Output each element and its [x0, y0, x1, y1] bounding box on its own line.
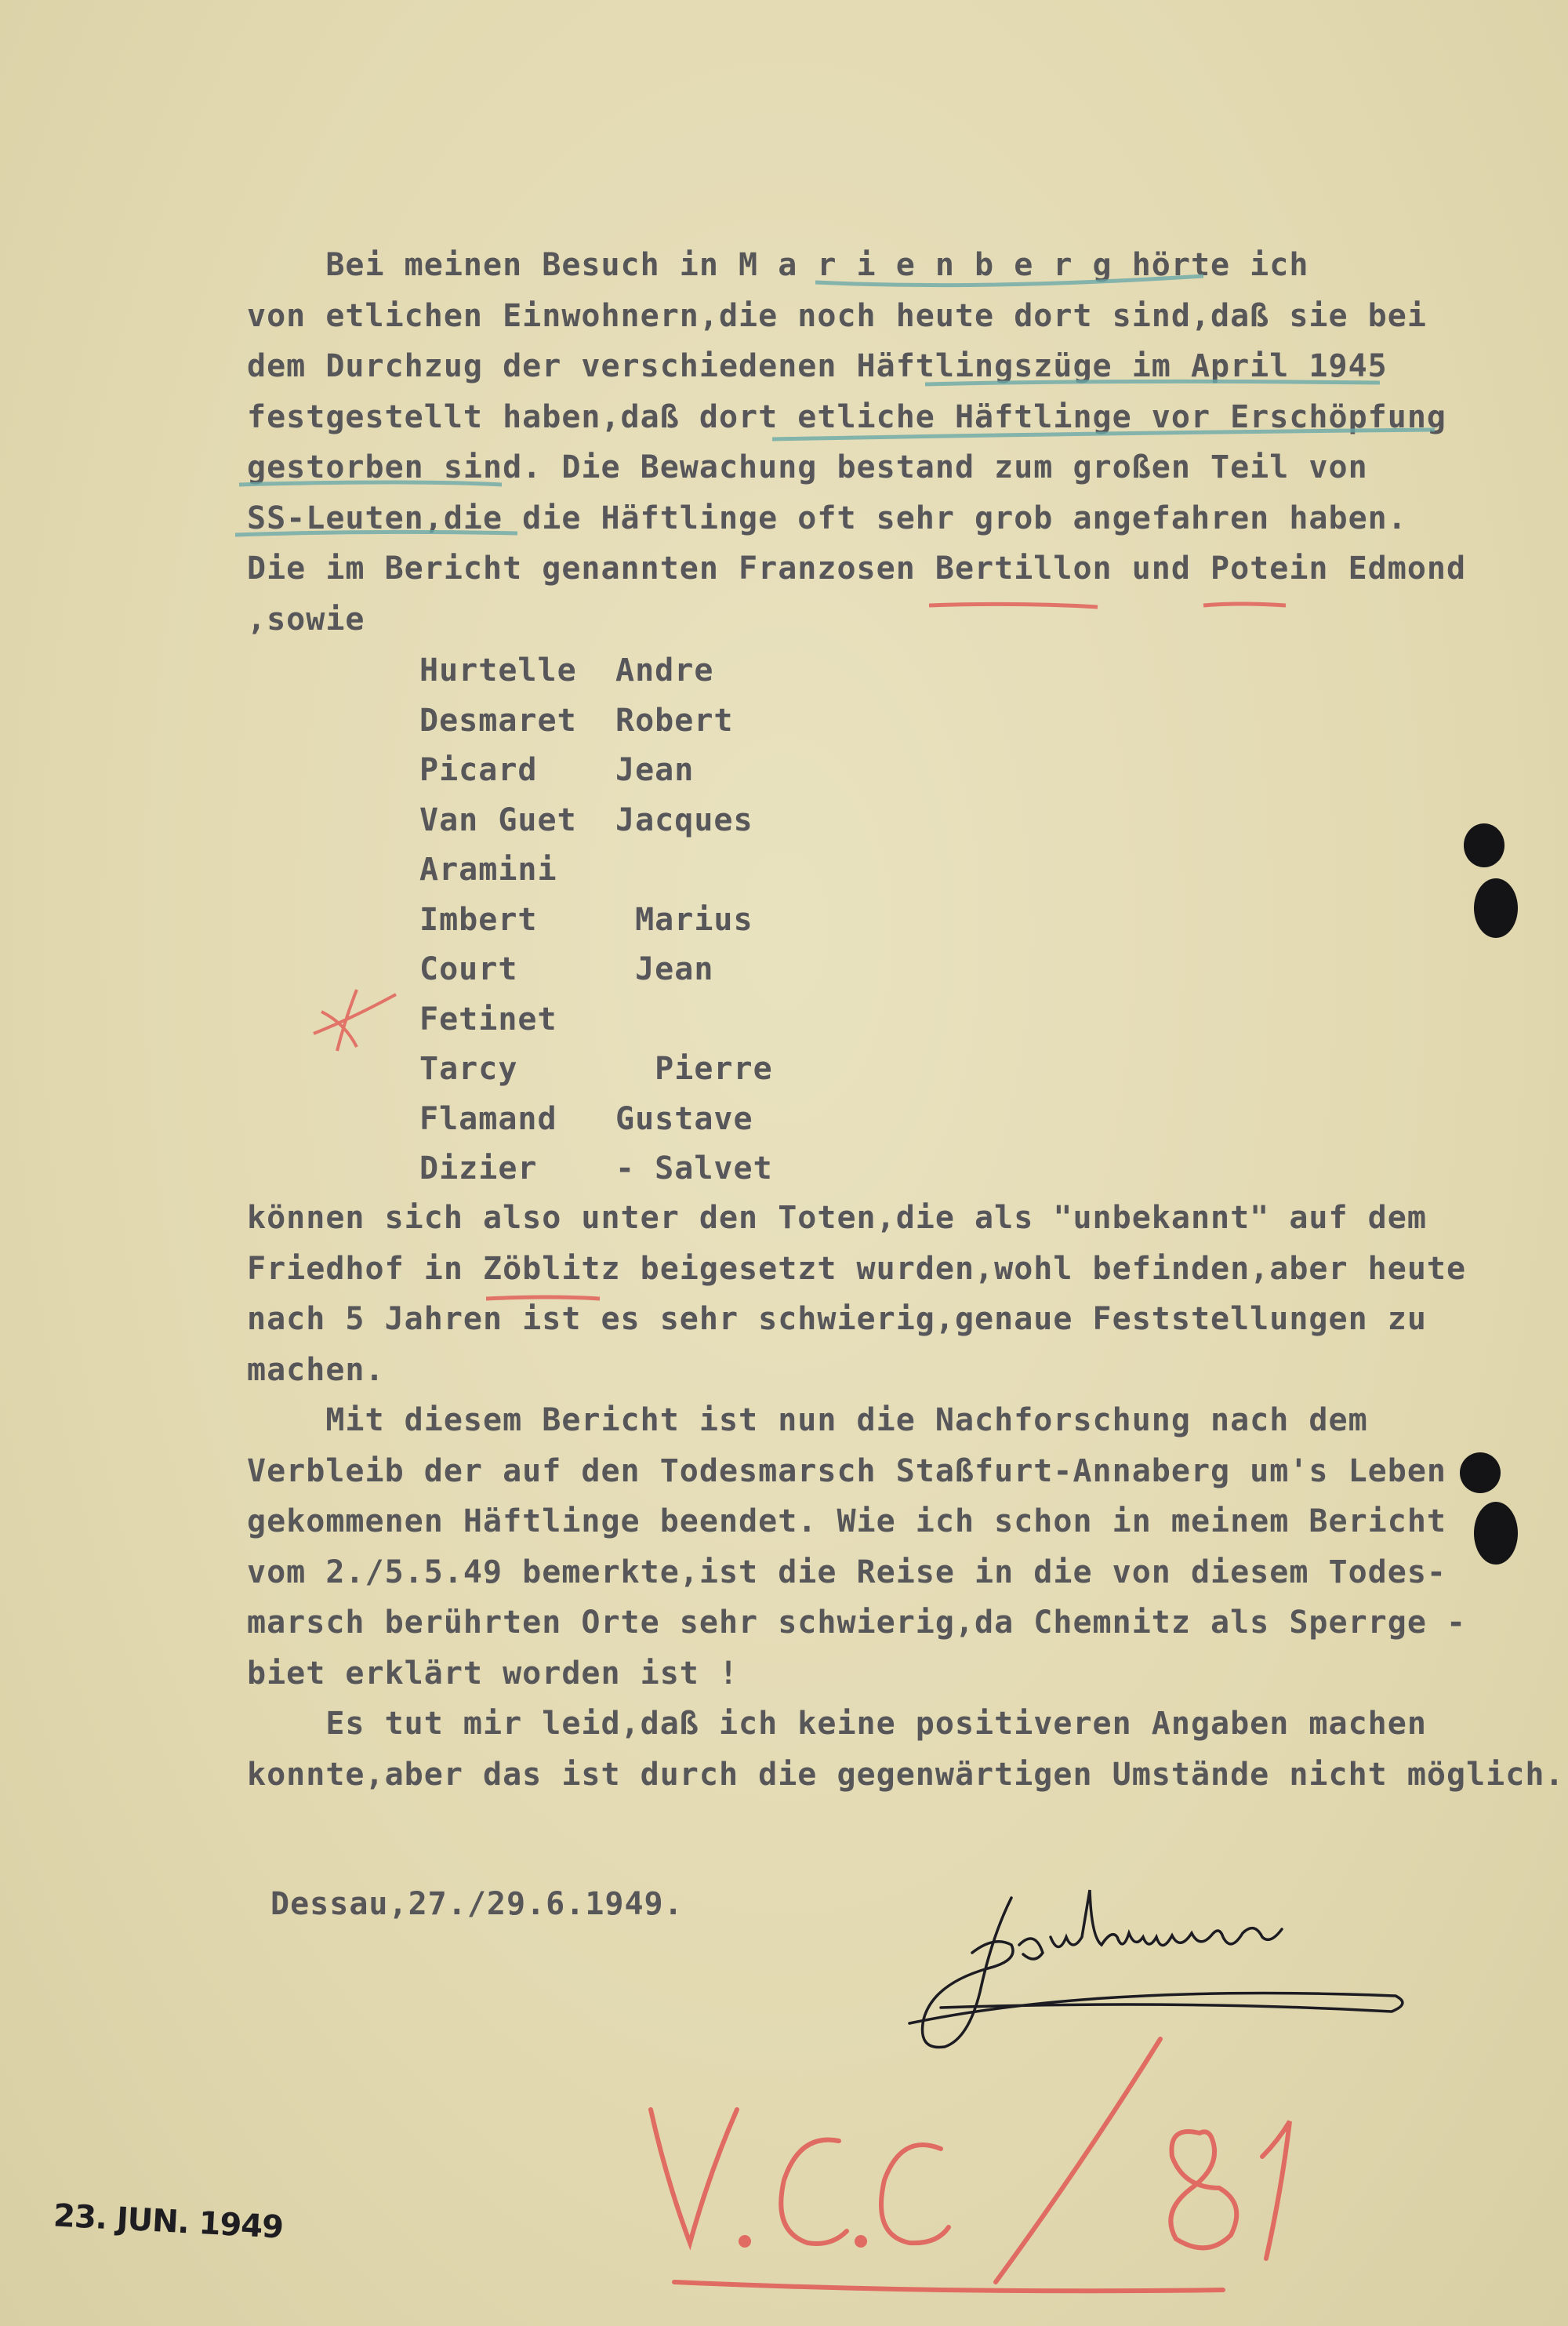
punch-hole [1474, 878, 1518, 938]
last-name: Court [419, 951, 518, 987]
text-line: Friedhof in Zöblitz beigesetzt wurden,wohl befinden,aber heute [247, 1250, 1467, 1287]
last-name: Aramini [419, 852, 557, 888]
last-name: Dizier [419, 1150, 538, 1187]
blue-underline-ss-leuten [235, 532, 517, 535]
last-name: Fetinet [419, 1001, 557, 1038]
punch-hole [1474, 1502, 1518, 1565]
red-cross-mark [314, 990, 396, 1051]
last-name: Flamand [419, 1100, 557, 1137]
first-name: Jean [615, 752, 695, 788]
text-line: festgestellt haben,daß dort etliche Häftlinge vor Erschöpfung [247, 398, 1447, 435]
text-line: Es tut mir leid,daß ich keine positiveren Angaben machen [247, 1706, 1427, 1742]
first-name: Gustave [615, 1100, 753, 1137]
last-name: Picard [419, 752, 538, 788]
first-name: Jacques [615, 801, 753, 838]
first-name: Marius [615, 901, 753, 938]
first-name: Jean [615, 951, 714, 987]
text-line: können sich also unter den Toten,die als "unbekannt" auf dem [247, 1200, 1427, 1236]
red-underline-potein [1203, 604, 1286, 605]
text-line: von etlichen Einwohnern,die noch heute dort sind,daß sie bei [247, 297, 1427, 334]
text-line: gekommenen Häftlinge beendet. Wie ich schon in meinem Bericht [247, 1503, 1447, 1539]
text-line: biet erklärt worden ist ! [247, 1655, 739, 1692]
first-name: - Salvet [615, 1150, 773, 1187]
file-reference-text [651, 2117, 655, 2118]
blue-underline-haeftlinge [772, 430, 1435, 439]
text-line: Verbleib der auf den Todesmarsch Staßfurt-Annaberg um's Leben [247, 1452, 1447, 1489]
text-line: dem Durchzug der verschiedenen Häftlingszüge im April 1945 [247, 348, 1388, 384]
text-line: Bei meinen Besuch in M a r i e n b e r g hörte ich [247, 247, 1309, 283]
text-line: Mit diesem Bericht ist nun die Nachforschung nach dem [247, 1402, 1368, 1438]
punch-hole [1460, 1452, 1501, 1493]
text-line: nach 5 Jahren ist es sehr schwierig,genaue Feststellungen zu [247, 1301, 1427, 1337]
first-name: Pierre [615, 1051, 773, 1087]
text-line: vom 2./5.5.49 bemerkte,ist die Reise in die von diesem Todes- [247, 1554, 1447, 1590]
signature-text [980, 1913, 985, 1914]
last-name: Tarcy [419, 1051, 518, 1087]
text-line: konnte,aber das ist durch die gegenwärtigen Umstände nicht möglich. [247, 1756, 1565, 1793]
blue-underline-gestorben [239, 482, 502, 485]
text-line: marsch berührten Orte sehr schwierig,da Chemnitz als Sperrge - [247, 1605, 1467, 1641]
text-line: Die im Bericht genannten Franzosen Bertillon und Potein Edmond [247, 551, 1467, 587]
last-name: Imbert [419, 901, 538, 938]
punch-hole [1464, 823, 1504, 867]
last-name: Van Guet [419, 801, 577, 838]
text-line: ,sowie [247, 601, 365, 638]
text-line: SS-Leuten,die die Häftlinge oft sehr grob angefahren haben. [247, 500, 1407, 536]
first-name: Robert [615, 702, 734, 739]
text-line: gestorben sind. Die Bewachung bestand zum großen Teil von [247, 449, 1368, 485]
file-reference-handwritten [651, 2039, 1290, 2291]
blue-underline-april [925, 381, 1380, 384]
last-name: Hurtelle [419, 652, 577, 689]
last-name: Desmaret [419, 702, 577, 739]
place-and-date: Dessau,27./29.6.1949. [270, 1886, 684, 1922]
red-underline-bertillon [929, 604, 1098, 607]
received-date-stamp: 23. JUN. 1949 [52, 2197, 285, 2246]
first-name: Andre [615, 652, 714, 689]
red-underline-zoeblitz [486, 1297, 600, 1299]
blue-underline-marienberg [815, 276, 1203, 285]
text-line: machen. [247, 1351, 385, 1388]
